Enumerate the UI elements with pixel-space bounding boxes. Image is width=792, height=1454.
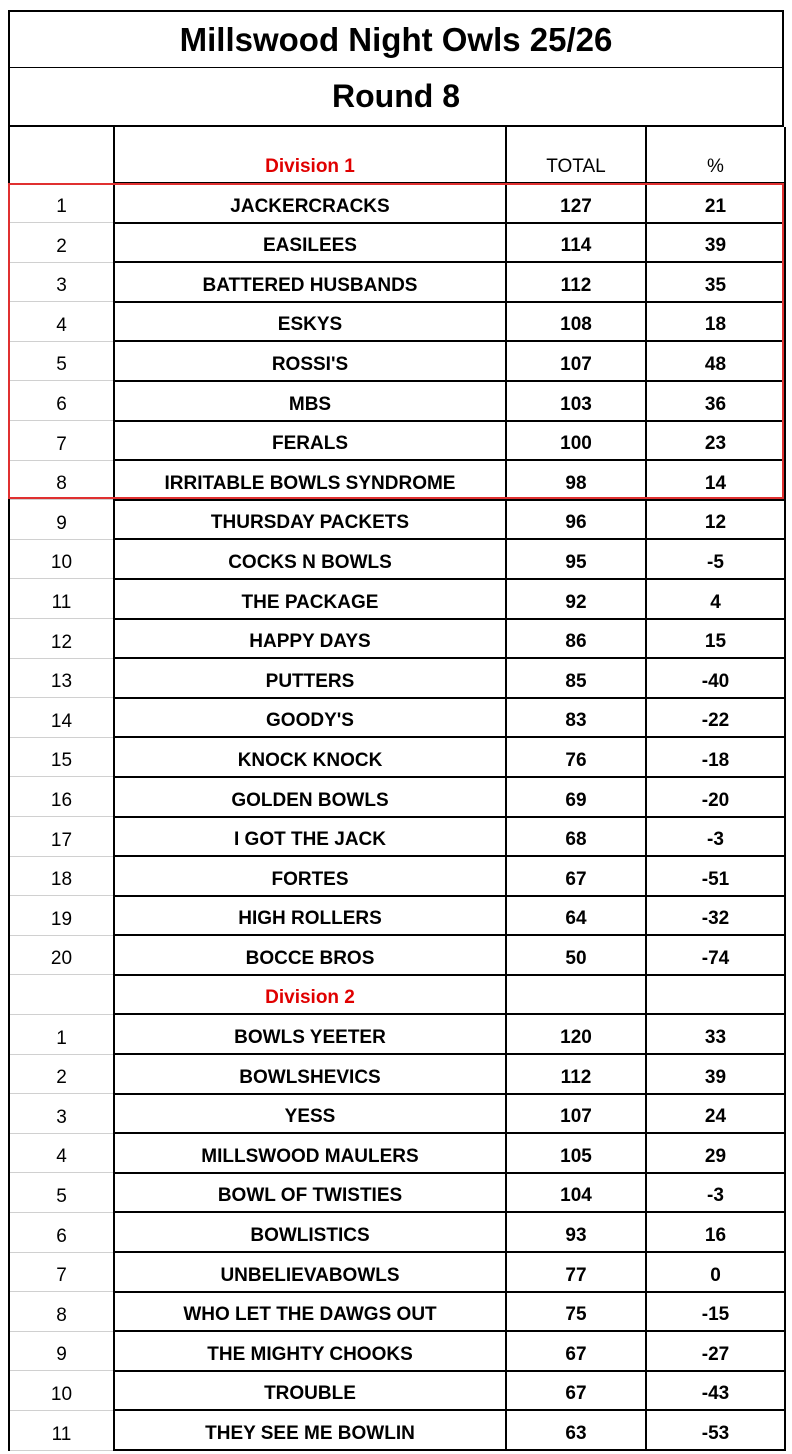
division-1-label: Division 1	[114, 127, 506, 183]
total-cell	[506, 975, 646, 1015]
team-cell: MILLSWOOD MAULERS	[114, 1133, 506, 1173]
table-row	[9, 1173, 785, 1213]
total-cell: 77	[506, 1252, 646, 1292]
rank-cell: 2	[9, 1054, 114, 1094]
team-cell: THEY SEE ME BOWLIN	[114, 1410, 506, 1450]
team-cell: WHO LET THE DAWGS OUT	[114, 1292, 506, 1332]
team-cell: THE PACKAGE	[114, 579, 506, 619]
percent-cell: 4	[646, 579, 785, 619]
total-cell: 50	[506, 935, 646, 975]
rank-cell: 1	[9, 183, 114, 223]
percent-cell: -53	[646, 1410, 785, 1450]
table-row	[9, 460, 785, 500]
total-cell: 112	[506, 1054, 646, 1094]
team-cell: GOLDEN BOWLS	[114, 777, 506, 817]
percent-cell: -27	[646, 1331, 785, 1371]
total-cell: 86	[506, 619, 646, 659]
percent-cell: -3	[646, 817, 785, 857]
table-row	[9, 737, 785, 777]
table-row	[9, 223, 785, 263]
rank-cell: 11	[9, 1410, 114, 1450]
table-row	[9, 1371, 785, 1411]
table-row	[9, 579, 785, 619]
table-row	[9, 1252, 785, 1292]
percent-cell: -3	[646, 1173, 785, 1213]
total-cell: 67	[506, 1371, 646, 1411]
team-cell: YESS	[114, 1094, 506, 1134]
standings-table	[8, 127, 786, 1451]
percent-cell: -74	[646, 935, 785, 975]
percent-cell: 39	[646, 1054, 785, 1094]
total-cell: 85	[506, 658, 646, 698]
table-row	[9, 1094, 785, 1134]
round-title: Round 8	[8, 68, 784, 127]
percent-cell: -40	[646, 658, 785, 698]
table-row	[9, 1054, 785, 1094]
team-cell: FORTES	[114, 856, 506, 896]
team-cell: MBS	[114, 381, 506, 421]
rank-cell: 12	[9, 619, 114, 659]
team-cell: EASILEES	[114, 223, 506, 263]
team-cell: GOODY'S	[114, 698, 506, 738]
table-row	[9, 619, 785, 659]
percent-cell: -15	[646, 1292, 785, 1332]
team-cell: ROSSI'S	[114, 341, 506, 381]
team-cell: BOWLS YEETER	[114, 1014, 506, 1054]
percent-cell: -43	[646, 1371, 785, 1411]
team-cell: IRRITABLE BOWLS SYNDROME	[114, 460, 506, 500]
rank-cell: 1	[9, 1014, 114, 1054]
division-2-header-row	[9, 975, 785, 1015]
rank-cell: 6	[9, 1212, 114, 1252]
rank-cell: 3	[9, 262, 114, 302]
total-cell: 76	[506, 737, 646, 777]
table-row	[9, 302, 785, 342]
team-cell: THE MIGHTY CHOOKS	[114, 1331, 506, 1371]
total-cell: 68	[506, 817, 646, 857]
percent-cell: -51	[646, 856, 785, 896]
table-row	[9, 1292, 785, 1332]
team-cell: TROUBLE	[114, 1371, 506, 1411]
team-cell: FERALS	[114, 421, 506, 461]
total-cell: 108	[506, 302, 646, 342]
total-cell: 93	[506, 1212, 646, 1252]
rank-cell: 17	[9, 817, 114, 857]
total-cell: 67	[506, 1331, 646, 1371]
table-row	[9, 935, 785, 975]
table-row	[9, 1212, 785, 1252]
rank-cell: 6	[9, 381, 114, 421]
rank-cell: 3	[9, 1094, 114, 1134]
rank-cell: 14	[9, 698, 114, 738]
rank-cell: 5	[9, 341, 114, 381]
table-row	[9, 500, 785, 540]
rank-cell: 8	[9, 460, 114, 500]
table-row	[9, 698, 785, 738]
team-cell: BOWLISTICS	[114, 1212, 506, 1252]
team-cell: THURSDAY PACKETS	[114, 500, 506, 540]
standings-sheet	[8, 10, 784, 1451]
total-cell: 69	[506, 777, 646, 817]
team-cell: PUTTERS	[114, 658, 506, 698]
rank-cell: 13	[9, 658, 114, 698]
rank-cell: 16	[9, 777, 114, 817]
table-row	[9, 1014, 785, 1054]
team-cell: BOCCE BROS	[114, 935, 506, 975]
total-header: TOTAL	[506, 127, 646, 183]
percent-cell: 33	[646, 1014, 785, 1054]
percent-cell: 35	[646, 262, 785, 302]
total-cell: 107	[506, 1094, 646, 1134]
percent-cell: 14	[646, 460, 785, 500]
percent-cell: 24	[646, 1094, 785, 1134]
table-row	[9, 341, 785, 381]
percent-cell: 39	[646, 223, 785, 263]
team-cell: BATTERED HUSBANDS	[114, 262, 506, 302]
table-row	[9, 817, 785, 857]
team-cell: BOWL OF TWISTIES	[114, 1173, 506, 1213]
percent-cell: 15	[646, 619, 785, 659]
percent-cell: 21	[646, 183, 785, 223]
team-cell: KNOCK KNOCK	[114, 737, 506, 777]
percent-cell: -22	[646, 698, 785, 738]
rank-cell: 10	[9, 539, 114, 579]
percent-cell: 29	[646, 1133, 785, 1173]
team-cell: COCKS N BOWLS	[114, 539, 506, 579]
percent-cell: 48	[646, 341, 785, 381]
rank-cell: 9	[9, 500, 114, 540]
total-cell: 100	[506, 421, 646, 461]
percent-cell: 0	[646, 1252, 785, 1292]
rank-cell: 15	[9, 737, 114, 777]
rank-cell: 20	[9, 935, 114, 975]
percent-cell: 16	[646, 1212, 785, 1252]
rank-cell	[9, 975, 114, 1015]
total-cell: 98	[506, 460, 646, 500]
table-row	[9, 777, 785, 817]
rank-cell: 2	[9, 223, 114, 263]
rank-cell: 9	[9, 1331, 114, 1371]
total-cell: 105	[506, 1133, 646, 1173]
rank-cell: 7	[9, 1252, 114, 1292]
total-cell: 103	[506, 381, 646, 421]
total-cell: 92	[506, 579, 646, 619]
rank-header	[9, 127, 114, 183]
rank-cell: 18	[9, 856, 114, 896]
total-cell: 120	[506, 1014, 646, 1054]
total-cell: 95	[506, 539, 646, 579]
team-cell: ESKYS	[114, 302, 506, 342]
percent-cell: -32	[646, 896, 785, 936]
table-row	[9, 381, 785, 421]
percent-cell: 36	[646, 381, 785, 421]
division-2-label: Division 2	[114, 975, 506, 1015]
team-cell: BOWLSHEVICS	[114, 1054, 506, 1094]
table-row	[9, 1331, 785, 1371]
rank-cell: 8	[9, 1292, 114, 1332]
table-row	[9, 1410, 785, 1450]
table-row	[9, 183, 785, 223]
table-row	[9, 262, 785, 302]
total-cell: 75	[506, 1292, 646, 1332]
team-cell: HAPPY DAYS	[114, 619, 506, 659]
team-cell: I GOT THE JACK	[114, 817, 506, 857]
percent-cell: 12	[646, 500, 785, 540]
table-row	[9, 539, 785, 579]
percent-cell: 23	[646, 421, 785, 461]
table-header-row	[9, 127, 785, 183]
total-cell: 63	[506, 1410, 646, 1450]
total-cell: 96	[506, 500, 646, 540]
rank-cell: 19	[9, 896, 114, 936]
rank-cell: 7	[9, 421, 114, 461]
percent-cell: -20	[646, 777, 785, 817]
rank-cell: 4	[9, 1133, 114, 1173]
percent-cell	[646, 975, 785, 1015]
table-row	[9, 856, 785, 896]
percent-cell: -18	[646, 737, 785, 777]
total-cell: 112	[506, 262, 646, 302]
rank-cell: 10	[9, 1371, 114, 1411]
total-cell: 67	[506, 856, 646, 896]
total-cell: 127	[506, 183, 646, 223]
total-cell: 114	[506, 223, 646, 263]
team-cell: HIGH ROLLERS	[114, 896, 506, 936]
percent-cell: -5	[646, 539, 785, 579]
table-row	[9, 1133, 785, 1173]
percent-header: %	[646, 127, 785, 183]
percent-cell: 18	[646, 302, 785, 342]
total-cell: 64	[506, 896, 646, 936]
team-cell: JACKERCRACKS	[114, 183, 506, 223]
total-cell: 83	[506, 698, 646, 738]
rank-cell: 11	[9, 579, 114, 619]
rank-cell: 4	[9, 302, 114, 342]
table-row	[9, 658, 785, 698]
team-cell: UNBELIEVABOWLS	[114, 1252, 506, 1292]
table-row	[9, 421, 785, 461]
table-row	[9, 896, 785, 936]
total-cell: 107	[506, 341, 646, 381]
total-cell: 104	[506, 1173, 646, 1213]
sheet-title: Millswood Night Owls 25/26	[8, 10, 784, 68]
rank-cell: 5	[9, 1173, 114, 1213]
